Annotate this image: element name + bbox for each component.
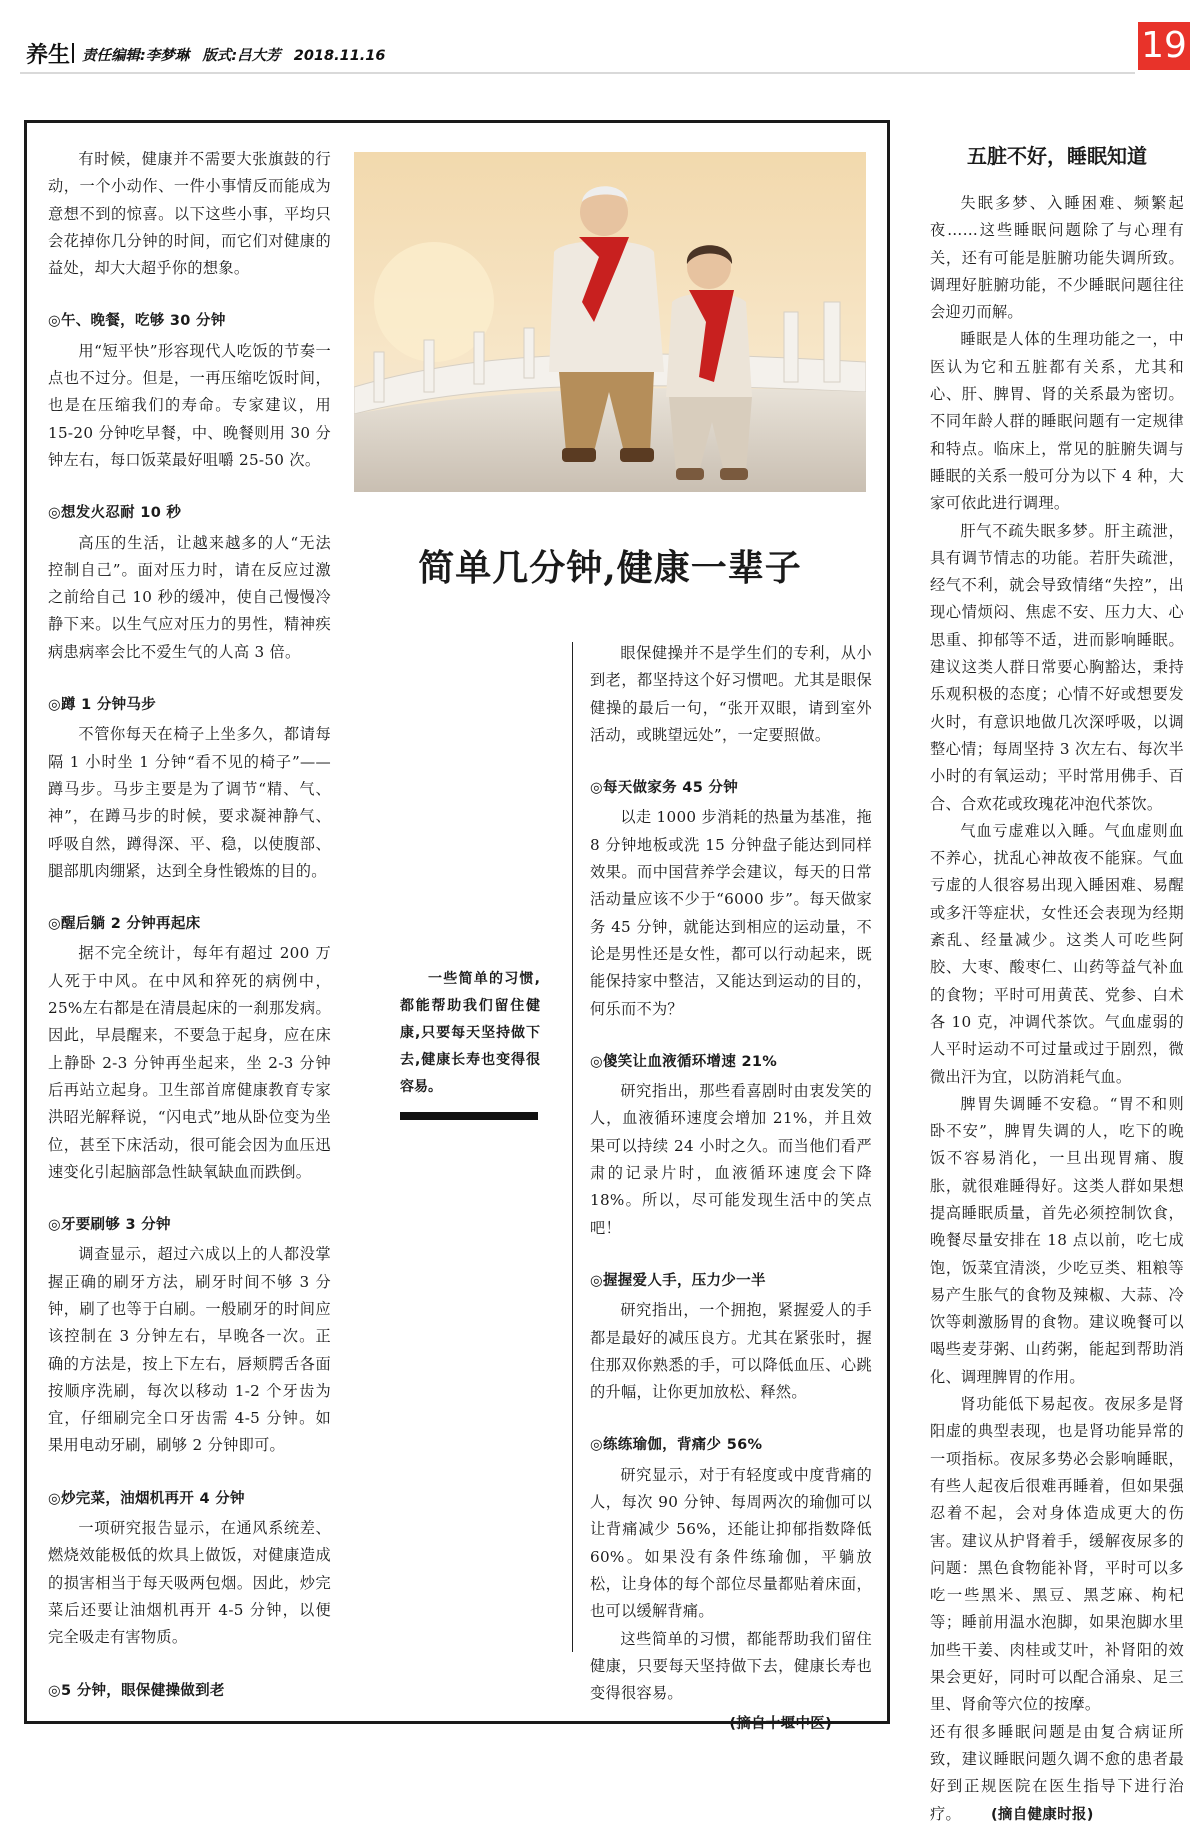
- subheading: ◎牙要刷够 3 分钟: [48, 1217, 171, 1234]
- subheading: ◎练练瑜伽，背痛少 56%: [590, 1437, 763, 1454]
- header-meta: [82, 44, 393, 65]
- paragraph: 眼保健操并不是学生们的专利，从小到老，都坚持这个好习惯吧。尤其是眼保健操的最后一句，“张开双眼，请到室外活动，或眺望远处”，一定要照做。: [590, 644, 872, 744]
- paragraph: 不管你每天在椅子上坐多久，都请每隔 1 小时坐 1 分钟“看不见的椅子”——蹲马步。马步主要是为了调节“精、气、神”，在蹲马步的时候，要求凝神静气、呼吸自然，蹲得深、平、稳，以使腹部、腿部肌肉绷紧，达到全身性锻炼的目的。: [48, 725, 331, 880]
- subheading: ◎炒完菜，油烟机再开 4 分钟: [48, 1490, 245, 1507]
- paragraph: 睡眠是人体的生理功能之一，中医认为它和五脏都有关系，尤其和心、肝、脾胃、肾的关系最为密切。不同年龄人群的睡眠问题有一定规律和特点。临床上，常见的脏腑失调与睡眠的关系一般可分为以下 4 种，大家可依此进行调理。: [930, 330, 1184, 513]
- article-photo: [354, 152, 866, 492]
- paragraph: 调查显示，超过六成以上的人都没掌握正确的刷牙方法，刷牙时间不够 3 分钟，刷了也等于白刷。一般刷牙的时间应该控制在 3 分钟左右，早晚各一次。正确的方法是，按上下左右，唇颊腭舌各面按顺序洗刷，每次以移动 1-2 个牙齿为宜，仔细刷完全口牙齿需 4-5 分钟。如果用电动牙刷，刷够 2 分钟即可。: [48, 1245, 331, 1455]
- paragraph: 用“短平快”形容现代人吃饭的节奏一点也不过分。但是，一再压缩吃饭时间，也是在压缩我们的寿命。专家建议，用 15-20 分钟吃早餐，中、晚餐则用 30 分钟左右，每口饭菜最好咀嚼 25-50 次。: [48, 341, 331, 469]
- paragraph: 还有很多睡眠问题是由复合病证所致，建议睡眠问题久调不愈的患者最好到正规医院在医生指导下进行治疗。: [930, 1722, 1184, 1823]
- header-divider: [72, 43, 74, 63]
- editor-credit: 责任编辑:李梦琳: [82, 48, 190, 64]
- subheading: ◎想发火忍耐 10 秒: [48, 505, 182, 522]
- source-credit: (摘自十堰中医): [729, 1716, 832, 1733]
- paragraph: 据不完全统计，每年有超过 200 万人死于中风。在中风和猝死的病例中，25%左右都是在清晨起床的一刹那发病。因此，早晨醒来，不要急于起身，应在床上静卧 2-3 分钟再坐起来，坐 2-3 分钟后再站立起身。卫生部首席健康教育专家洪昭光解释说，“闪电式”地从卧位变为坐位，甚至下床活动，很可能会因为血压迅速变化引起脑部急性缺氧缺血而跌倒。: [48, 944, 331, 1181]
- subheading: ◎握握爱人手，压力少一半: [590, 1272, 766, 1289]
- article-title: 简单几分钟,健康一辈子: [418, 547, 802, 589]
- paragraph: 高压的生活，让越来越多的人“无法控制自己”。面对压力时，请在反应过激之前给自己 10 秒的缓冲，使自己慢慢冷静下来。以生气应对压力的男性，精神疾病患病率会比不爱生气的人高 3 倍。: [48, 533, 331, 661]
- page-header: [0, 0, 1200, 80]
- column-c: [930, 190, 1184, 1829]
- paragraph: 失眠多梦、入睡困难、频繁起夜……这些睡眠问题除了与心理有关，还有可能是脏腑功能失调所致。调理好脏腑功能，不少睡眠问题往往会迎刃而解。: [930, 194, 1184, 322]
- subheading: ◎午、晚餐，吃够 30 分钟: [48, 313, 226, 330]
- column-divider: [572, 642, 573, 1652]
- sidebar-title: 五脏不好，睡眠知道: [967, 144, 1147, 168]
- subheading: ◎5 分钟，眼保健操做到老: [48, 1682, 225, 1699]
- paragraph: 这些简单的习惯，都能帮助我们留住健康，只要每天坚持做下去，健康长寿也变得很容易。: [590, 1629, 872, 1703]
- paragraph: 研究显示，对于有轻度或中度背痛的人，每次 90 分钟、每周两次的瑜伽可以让背痛减少 56%，还能让抑郁指数降低 60%。如果没有条件练瑜伽，平躺放松，让身体的每个部位尽量都贴着床面，也可以缓解背痛。: [590, 1465, 872, 1621]
- issue-date: 2018.11.16: [293, 48, 386, 64]
- paragraph: 有时候，健康并不需要大张旗鼓的行动，一个小动作、一件小事情反而能成为意想不到的惊喜。以下这些小事，平均只会花掉你几分钟的时间，而它们对健康的益处，却大大超乎你的想象。: [48, 150, 331, 278]
- paragraph: 以走 1000 步消耗的热量为基准，拖 8 分钟地板或洗 15 分钟盘子能达到同样效果。而中国营养学会建议，每天的日常活动量应该不少于“6000 步”。每天做家务 45 分钟，就能达到相应的运动量，不论是男性还是女性，都可以行动起来，既能保持家中整洁，又能达到运动的目的，何乐而不为？: [590, 808, 872, 1018]
- pull-quote-text: 一些简单的习惯,都能帮助我们留住健康,只要每天坚持做下去,健康长寿也变得很容易。: [400, 971, 540, 1095]
- layout-credit: 版式:吕大芳: [202, 48, 281, 64]
- paragraph: 气血亏虚难以入睡。气血虚则血不养心，扰乱心神故夜不能寐。气血亏虚的人很容易出现入睡困难、易醒或多汗等症状，女性还会表现为经期紊乱、经量减少。这类人可吃些阿胶、大枣、酸枣仁、山药等益气补血的食物；平时可用黄芪、党参、白术各 10 克，冲调代茶饮。气血虚弱的人平时运动不可过量或过于剧烈，微微出汗为宜，以防消耗气血。: [930, 821, 1184, 1086]
- paragraph: 研究指出，那些看喜剧时由衷发笑的人，血液循环速度会增加 21%，并且效果可以持续 24 小时之久。而当他们看严肃的记录片时，血液循环速度会下降 18%。所以，尽可能发现生活中的笑点吧！: [590, 1082, 872, 1237]
- section-name: 养生: [26, 43, 71, 68]
- pull-quote: [400, 966, 540, 1101]
- source-credit: (摘自健康时报): [990, 1806, 1094, 1823]
- subheading: ◎醒后躺 2 分钟再起床: [48, 916, 201, 933]
- pull-quote-bar: [400, 1112, 538, 1120]
- column-b: [590, 640, 872, 1739]
- paragraph: 肾功能低下易起夜。夜尿多是肾阳虚的典型表现，也是肾功能异常的一项指标。夜尿多势必会影响睡眠，有些人起夜后很难再睡着，但如果强忍着不起，会对身体造成更大的伤害。建议从护肾着手，缓解夜尿多的问题：黑色食物能补肾，平时可以多吃一些黑米、黑豆、黑芝麻、枸杞等；睡前用温水泡脚，如果泡脚水里加些干姜、肉桂或艾叶，补肾阳的效果会更好，同时可以配合涌泉、足三里、肾俞等穴位的按摩。: [930, 1395, 1184, 1714]
- subheading: ◎每天做家务 45 分钟: [590, 780, 739, 797]
- paragraph: 一项研究报告显示，在通风系统差、燃烧效能极低的炊具上做饭，对健康造成的损害相当于每天吸两包烟。因此，炒完菜后还要让油烟机再开 4-5 分钟，以便完全吸走有害物质。: [48, 1519, 331, 1647]
- paragraph: 脾胃失调睡不安稳。“胃不和则卧不安”，脾胃失调的人，吃下的晚饭不容易消化，一旦出现胃痛、腹胀，就很难睡得好。这类人群如果想提高睡眠质量，首先必须控制饮食，晚餐尽量安排在 18 点以前，吃七成饱，饭菜宜清淡，少吃豆类、粗粮等易产生胀气的食物及辣椒、大蒜、冷饮等刺激肠胃的食物。建议晚餐可以喝些麦芽粥、山药粥，能起到帮助消化、调理脾胃的作用。: [930, 1094, 1184, 1386]
- subheading: ◎傻笑让血液循环增速 21%: [590, 1053, 778, 1070]
- subheading: ◎蹲 1 分钟马步: [48, 697, 157, 714]
- header-rule: [20, 72, 1135, 74]
- column-a: [48, 146, 331, 1707]
- page-number-badge: 19: [1138, 22, 1190, 70]
- paragraph: 研究指出，一个拥抱，紧握爱人的手都是最好的减压良方。尤其在紧张时，握住那双你熟悉的手，可以降低血压、心跳的升幅，让你更加放松、释然。: [590, 1301, 872, 1402]
- elderly-couple-illustration: [354, 152, 866, 492]
- paragraph: 肝气不疏失眠多梦。肝主疏泄，具有调节情志的功能。若肝失疏泄，经气不利，就会导致情绪“失控”，出现心情烦闷、焦虑不安、压力大、心思重、抑郁等不适，进而影响睡眠。建议这类人群日常要心胸豁达，秉持乐观积极的态度；心情不好或想要发火时，有意识地做几次深呼吸，以调整心情；每周坚持 3 次左右、每次半小时的有氧运动；平时常用佛手、百合、合欢花或玫瑰花冲泡代茶饮。: [930, 521, 1184, 813]
